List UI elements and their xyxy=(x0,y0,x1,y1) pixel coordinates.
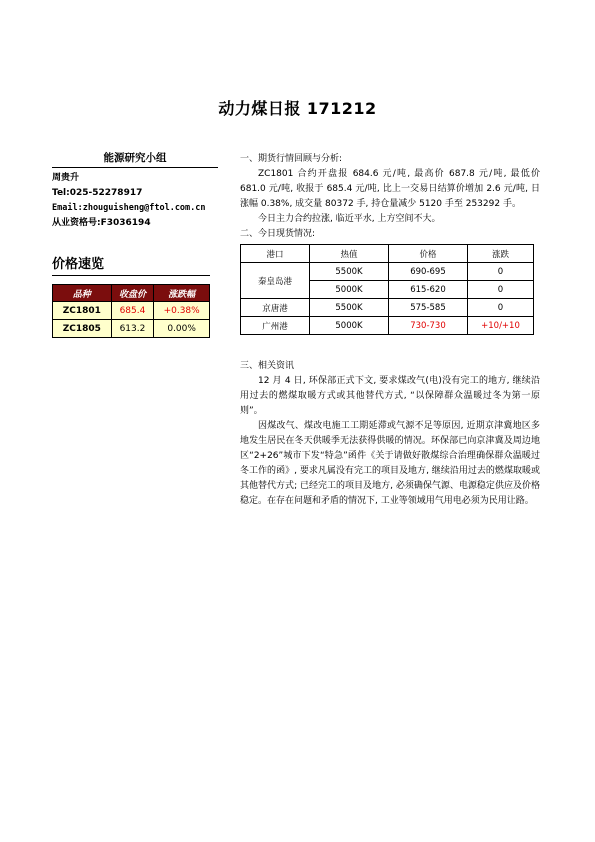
spot-price: 575-585 xyxy=(389,299,468,317)
quote-header-change: 涨跌幅 xyxy=(154,285,210,302)
section-2-heading: 二、今日现货情况: xyxy=(240,229,316,239)
quote-change: +0.38% xyxy=(154,302,210,320)
research-group-title: 能源研究小组 xyxy=(52,150,218,168)
spot-heat: 5500K xyxy=(310,299,389,317)
spot-change: 0 xyxy=(468,281,534,299)
price-quote-table xyxy=(52,284,210,338)
quote-code: ZC1805 xyxy=(53,320,112,338)
quote-header-variety: 品种 xyxy=(53,285,112,302)
spot-header-port: 港口 xyxy=(241,245,310,263)
table-row xyxy=(241,317,534,335)
spot-price-table xyxy=(240,244,534,335)
main-content xyxy=(240,152,540,509)
spot-heat: 5000K xyxy=(310,317,389,335)
table-row xyxy=(241,299,534,317)
spot-price: 730-730 xyxy=(389,317,468,335)
quote-header-row xyxy=(53,285,210,302)
table-row xyxy=(53,302,210,320)
spot-heat: 5500K xyxy=(310,263,389,281)
spot-price: 690-695 xyxy=(389,263,468,281)
section-3-heading: 三、相关资讯 xyxy=(240,361,295,371)
table-row xyxy=(53,320,210,338)
quote-header-close: 收盘价 xyxy=(111,285,154,302)
spot-change: +10/+10 xyxy=(468,317,534,335)
quote-change: 0.00% xyxy=(154,320,210,338)
spot-header-heat: 热值 xyxy=(310,245,389,263)
spot-port: 秦皇岛港 xyxy=(241,263,310,299)
news-paragraph-2: 因煤改气、煤改电施工工期延滞或气源不足等原因, 近期京津冀地区多地发生居民在冬天供暖季无法获得供暖的情况。环保部已向京津冀及周边地区“2+26”城市下发“特急”函件《关于请做好散煤综合治理确保群众温暖过冬工作的函》, 要求凡属没有完工的项目及地方, 继续沿用过去的燃煤取暖或其他替代方式; 已经完工的项目及地方, 必须确保气源、电源稳定供应及价格稳定。在存在问题和矛盾的情况下, 工业等领域用气用电必须为民用让路。 xyxy=(240,421,540,506)
spot-heat: 5000K xyxy=(310,281,389,299)
futures-outlook-paragraph: 今日主力合约拉涨, 临近平水, 上方空间不大。 xyxy=(258,214,441,224)
spot-price: 615-620 xyxy=(389,281,468,299)
spot-header-price: 价格 xyxy=(389,245,468,263)
analyst-tel: Tel:025-52278917 xyxy=(52,188,143,198)
analyst-name: 周贵升 xyxy=(52,173,80,183)
spot-change: 0 xyxy=(468,263,534,281)
table-row xyxy=(241,263,534,281)
section-1-heading: 一、期货行情回顾与分析: xyxy=(240,154,343,164)
futures-review-paragraph: ZC1801 合约开盘报 684.6 元/吨, 最高价 687.8 元/吨, 最低价 681.0 元/吨, 收报于 685.4 元/吨, 比上一交易日结算价增加 2.6 元/吨, 日涨幅 0.38%, 成交量 80372 手, 持仓量减少 5120 手至 253292 手。 xyxy=(240,169,540,209)
report-title: 动力煤日报 171212 xyxy=(218,99,377,118)
quote-code: ZC1801 xyxy=(53,302,112,320)
analyst-license: 从业资格号:F3036194 xyxy=(52,218,151,228)
spot-header-change: 涨跌 xyxy=(468,245,534,263)
sidebar xyxy=(52,150,218,338)
spot-change: 0 xyxy=(468,299,534,317)
spot-header-row xyxy=(241,245,534,263)
spot-port: 京唐港 xyxy=(241,299,310,317)
quote-close: 613.2 xyxy=(111,320,154,338)
quote-close: 685.4 xyxy=(111,302,154,320)
price-overview-title: 价格速览 xyxy=(52,253,210,276)
news-paragraph-1: 12 月 4 日, 环保部正式下文, 要求煤改气(电)没有完工的地方, 继续沿用过去的燃煤取暖方式或其他替代方式, “以保障群众温暖过冬为第一原则”。 xyxy=(240,376,540,416)
analyst-email[interactable]: Email:zhouguisheng@ftol.com.cn xyxy=(52,203,206,213)
spot-port: 广州港 xyxy=(241,317,310,335)
